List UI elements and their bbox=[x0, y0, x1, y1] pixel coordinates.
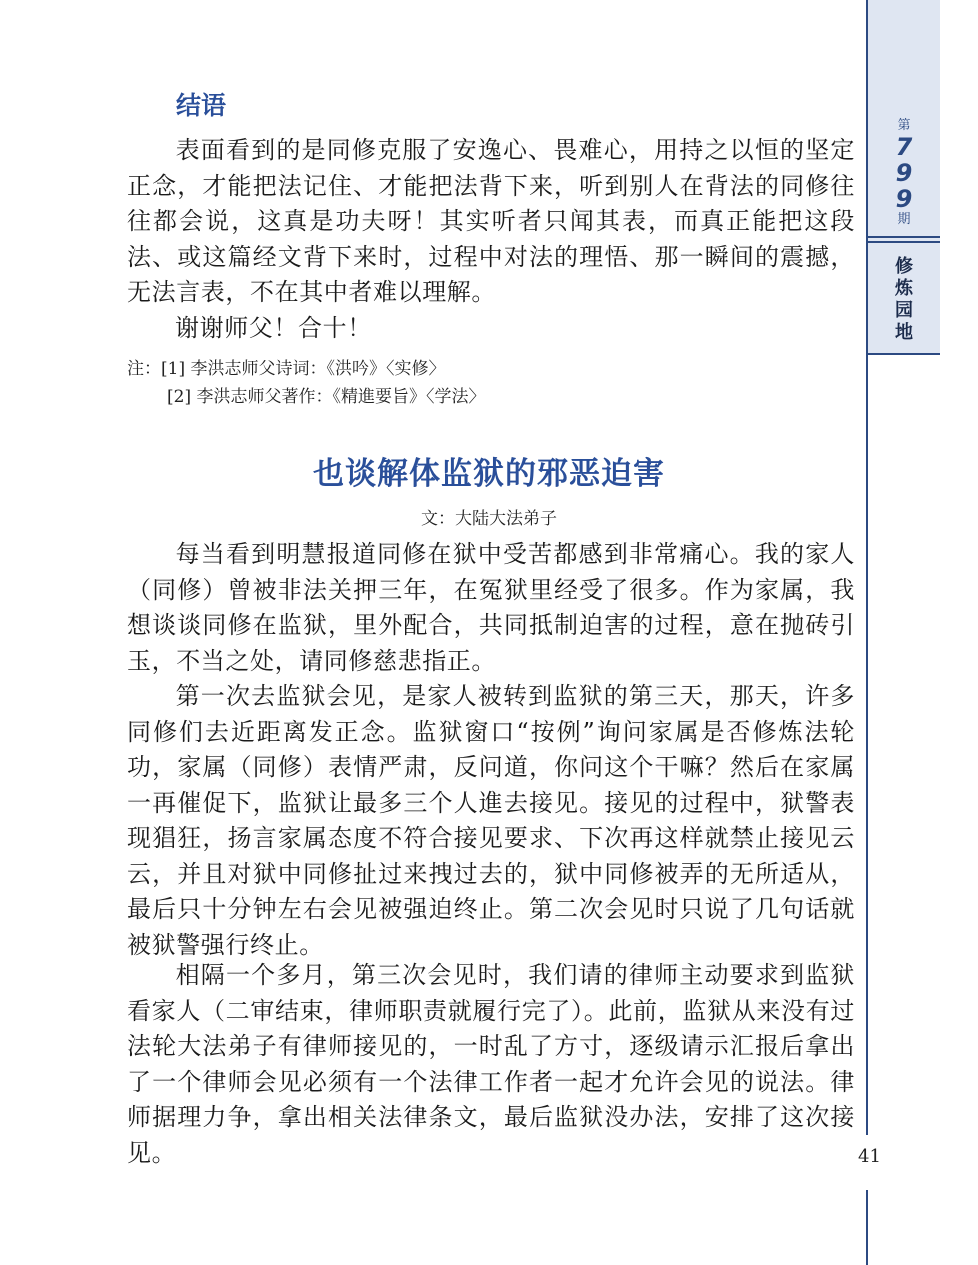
section-name-char: 地 bbox=[895, 322, 913, 343]
footnote: 注：[1] 李洪志师父诗词：《洪吟》〈实修〉 bbox=[127, 359, 446, 379]
issue-digit: 9 bbox=[895, 185, 913, 213]
issue-digit: 9 bbox=[895, 159, 913, 187]
issue-number-block bbox=[868, 118, 940, 236]
section-heading: 结语 bbox=[176, 91, 227, 120]
issue-digit: 7 bbox=[895, 133, 913, 161]
sidebar-rule bbox=[868, 353, 940, 355]
sidebar-rule bbox=[868, 236, 940, 238]
page-number: 41 bbox=[858, 1146, 881, 1167]
paragraph-text: 每当看到明慧报道同修在狱中受苦都感到非常痛心。我的家人（同修）曾被非法关押三年，在冤狱里经受了很多。作为家属，我想谈谈同修在监狱，里外配合，共同抵制迫害的过程，意在抛砖引玉，不当之处，请同修慈悲指正。 bbox=[127, 540, 855, 675]
paragraph-text: 第一次去监狱会见，是家人被转到监狱的第三天，那天，许多同修们去近距离发正念。监狱窗口“按例”询问家属是否修炼法轮功，家属（同修）表情严肃，反问道，你问这个干嘛？然后在家属一再催促下，监狱让最多三个人進去接见。接见的过程中，狱警表现猖狂，扬言家属态度不符合接见要求、下次再这样就禁止接见云云，并且对狱中同修扯过来拽过去的，狱中同修被弄的无所适从，最后只十分钟左右会见被强迫终止。第二次会见时只说了几句话就被狱警强行终止。 bbox=[127, 682, 855, 959]
article-title: 也谈解体监狱的邪恶迫害 bbox=[313, 456, 665, 492]
paragraph-text: 相隔一个多月，第三次会见时，我们请的律师主动要求到监狱看家人（二审结束，律师职责就履行完了）。此前，监狱从来没有过法轮大法弟子有律师接见的，一时乱了方寸，逐级请示汇报后拿出了一个律师会见必须有一个法律工作者一起才允许会见的说法。律师据理力争，拿出相关法律条文，最后监狱没办法，安排了这次接见。 bbox=[127, 961, 855, 1167]
paragraph bbox=[127, 958, 855, 1171]
byline: 文：大陆大法弟子 bbox=[421, 509, 557, 529]
section-name-char: 园 bbox=[895, 300, 913, 321]
section-name-char: 炼 bbox=[895, 278, 913, 299]
issue-prefix: 第 bbox=[897, 118, 911, 133]
paragraph bbox=[127, 679, 855, 963]
paragraph bbox=[127, 537, 855, 679]
paragraph-text: 谢谢师父！合十！ bbox=[175, 314, 372, 342]
paragraph bbox=[127, 311, 855, 347]
section-name bbox=[868, 256, 940, 344]
issue-suffix: 期 bbox=[897, 212, 911, 227]
paragraph-text: 表面看到的是同修克服了安逸心、畏难心，用持之以恒的坚定正念，才能把法记住、才能把法背下来，听到别人在背法的同修往往都会说，这真是功夫呀！其实听者只闻其表，而真正能把这段法、或这篇经文背下来时，过程中对法的理悟、那一瞬间的震撼，无法言表，不在其中者难以理解。 bbox=[127, 136, 855, 306]
sidebar-rule bbox=[868, 241, 940, 243]
paragraph bbox=[127, 133, 855, 311]
section-name-char: 修 bbox=[895, 256, 913, 277]
footnotes bbox=[127, 355, 727, 411]
footnote: [2] 李洪志师父著作：《精進要旨》〈学法〉 bbox=[167, 387, 486, 407]
